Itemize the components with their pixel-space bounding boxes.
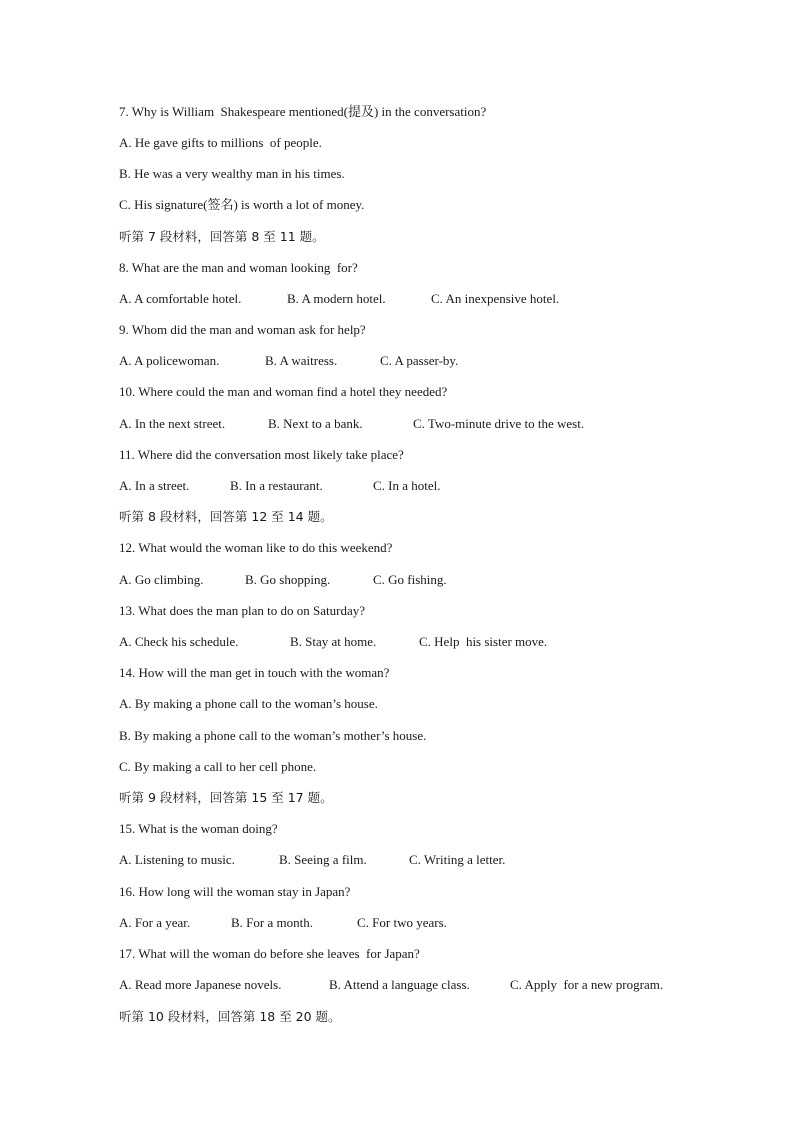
question-12-option-b: B. Go shopping. [245,572,331,587]
question-8-option-b: B. A modern hotel. [287,291,386,306]
question-10: 10. Where could the man and woman find a hotel they needed? [119,384,448,399]
section-7-instruction: 听第 7 段材料，回答第 8 至 11 题。 [119,229,325,244]
question-13: 13. What does the man plan to do on Saturday? [119,603,365,618]
question-12-option-c: C. Go fishing. [373,572,447,587]
question-13-option-a: A. Check his schedule. [119,634,239,649]
question-11-option-a: A. In a street. [119,478,190,493]
question-10-option-c: C. Two-minute drive to the west. [413,416,585,431]
question-16-option-a: A. For a year. [119,915,191,930]
question-17: 17. What will the woman do before she leaves for Japan? [119,946,420,961]
question-11-option-c: C. In a hotel. [373,478,441,493]
question-7-option-b: B. He was a very wealthy man in his times. [119,166,345,181]
question-11: 11. Where did the conversation most likely take place? [119,447,404,462]
question-13-option-c: C. Help his sister move. [419,634,548,649]
question-15-option-b: B. Seeing a film. [279,852,367,867]
question-14-option-c: C. By making a call to her cell phone. [119,759,317,774]
question-15-option-c: C. Writing a letter. [409,852,506,867]
question-16: 16. How long will the woman stay in Japan? [119,884,351,899]
question-17-option-b: B. Attend a language class. [329,977,470,992]
question-12: 12. What would the woman like to do this weekend? [119,540,393,555]
question-8: 8. What are the man and woman looking for? [119,260,358,275]
question-11-option-b: B. In a restaurant. [230,478,323,493]
question-9-option-b: B. A waitress. [265,353,338,368]
question-7-option-c: C. His signature(签名) is worth a lot of money. [119,197,365,212]
question-9-option-a: A. A policewoman. [119,353,220,368]
question-17-option-a: A. Read more Japanese novels. [119,977,282,992]
section-9-instruction: 听第 9 段材料，回答第 15 至 17 题。 [119,790,333,805]
question-15: 15. What is the woman doing? [119,821,278,836]
question-12-option-a: A. Go climbing. [119,572,204,587]
question-15-option-a: A. Listening to music. [119,852,235,867]
question-13-option-b: B. Stay at home. [290,634,377,649]
question-17-option-c: C. Apply for a new program. [510,977,664,992]
question-14: 14. How will the man get in touch with the woman? [119,665,390,680]
question-9-option-c: C. A passer-by. [380,353,459,368]
question-16-option-b: B. For a month. [231,915,313,930]
question-7: 7. Why is William Shakespeare mentioned(提及) in the conversation? [119,104,487,119]
question-14-option-a: A. By making a phone call to the woman’s house. [119,696,378,711]
question-16-option-c: C. For two years. [357,915,447,930]
question-8-option-c: C. An inexpensive hotel. [431,291,560,306]
section-8-instruction: 听第 8 段材料，回答第 12 至 14 题。 [119,509,333,524]
section-10-instruction: 听第 10 段材料，回答第 18 至 20 题。 [119,1009,341,1024]
question-14-option-b: B. By making a phone call to the woman’s mother’s house. [119,728,427,743]
question-7-option-a: A. He gave gifts to millions of people. [119,135,322,150]
question-8-option-a: A. A comfortable hotel. [119,291,242,306]
question-9: 9. Whom did the man and woman ask for help? [119,322,366,337]
question-10-option-b: B. Next to a bank. [268,416,363,431]
question-10-option-a: A. In the next street. [119,416,226,431]
